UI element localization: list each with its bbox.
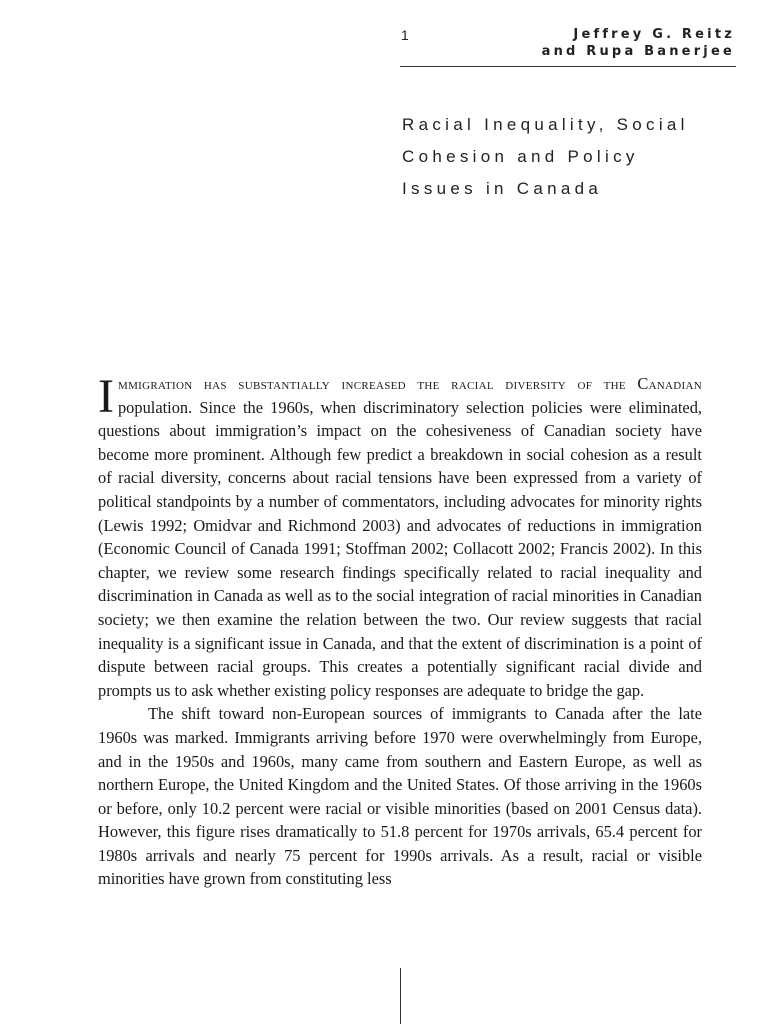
author-names [435,26,735,60]
bottom-rule [400,968,401,1024]
page-number: 1 [401,27,409,43]
body-text [98,372,702,891]
paragraph-1 [98,372,702,702]
chapter-title-line-1: Racial Inequality, Social [402,115,689,134]
paragraph-1-text: population. Since the 1960s, when discriminatory selection policies were eliminated, questions about immigration’s impact on the cohesiveness of Canadian society have become more prominent. Although few predict a breakdown in social cohesion as a result of racial diversity, concerns about racial tensions have been expressed from a variety of political standpoints by a number of commentators, including advocates for minority rights (Lewis 1992; Omidvar and Richmond 2003) and advocates of reductions in immigration (Economic Council of Canada 1991; Stoffman 2002; Collacott 2002; Francis 2002). In this chapter, we review some research findings specifically related to racial inequality and discrimination in Canada as well as to the social integration of racial minorities in Canadian society; we then examine the relation between the two. Our review suggests that racial inequality is a significant issue in Canada, and that the extent of discrimination is a point of dispute between racial groups. This creates a potentially significant racial divide and prompts us to ask whether existing policy responses are adequate to bridge the gap. [98,397,702,700]
author-line-1: Jeffrey G. Reitz [573,27,735,42]
header-rule [400,66,736,67]
drop-cap: I [98,370,114,423]
paragraph-2: The shift toward non-European sources of immigrants to Canada after the late 1960s was marked. Immigrants arriving before 1970 were overwhelmingly from Europe, and in the 1950s and 1960s, many came from southern and Eastern Europe, as well as northern Europe, the United Kingdom and the United States. Of those arriving in the 1960s or before, only 10.2 percent were racial or visible minorities (based on 2001 Census data). However, this figure rises dramatically to 51.8 percent for 1970s arrivals, 65.4 percent for 1980s arrivals and nearly 75 percent for 1990s arrivals. As a result, racial or visible minorities have grown from constituting less [98,704,702,889]
chapter-title [402,109,689,205]
chapter-title-line-2: Cohesion and Policy [402,147,639,166]
author-line-2: and Rupa Banerjee [541,44,735,59]
chapter-title-line-3: Issues in Canada [402,179,603,198]
opening-small-caps: mmigration has substantially increased the racial diversity of the Canadian [117,374,702,393]
